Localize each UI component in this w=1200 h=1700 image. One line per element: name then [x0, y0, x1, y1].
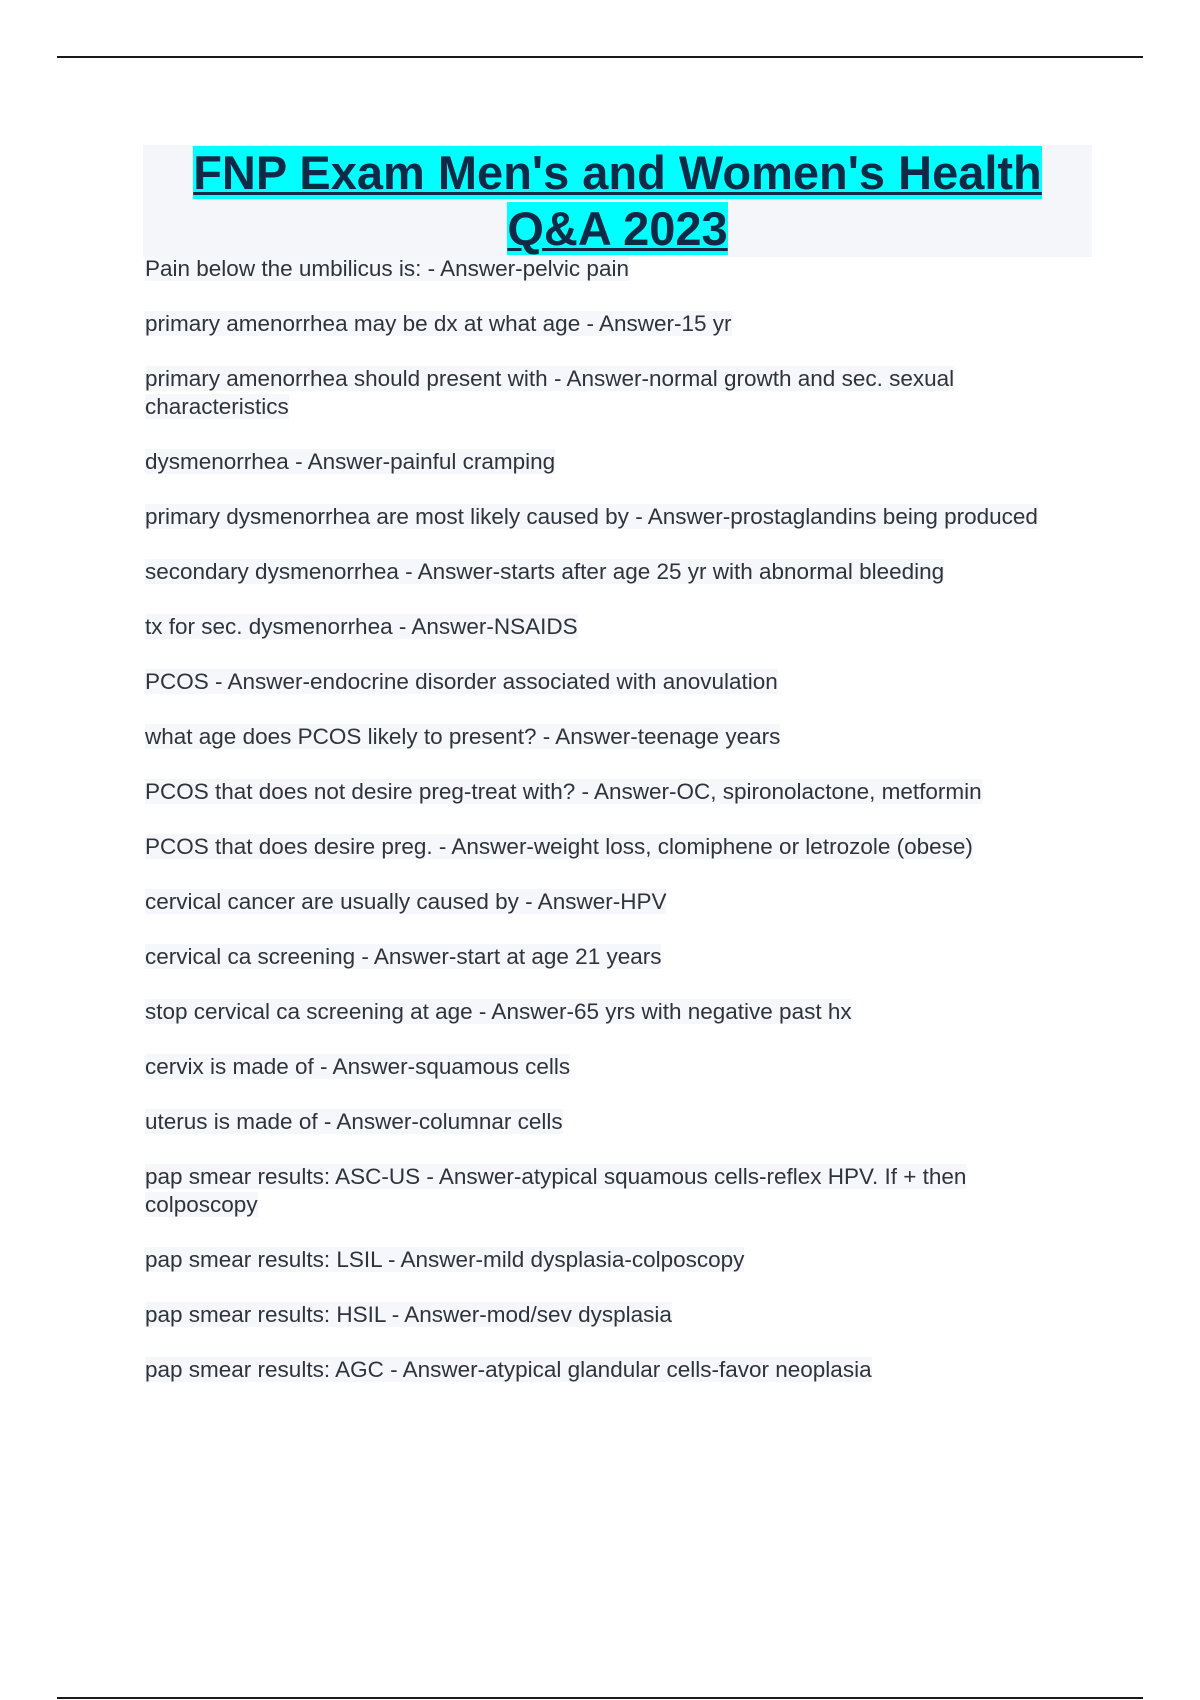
footer-rule — [57, 1697, 1143, 1699]
qa-text: what age does PCOS likely to present? - Answer-teenage years — [145, 724, 781, 749]
qa-text: pap smear results: HSIL - Answer-mod/sev dysplasia — [145, 1302, 672, 1327]
qa-text: pap smear results: ASC-US - Answer-atypical squamous cells-reflex HPV. If + then colposcopy — [145, 1164, 967, 1217]
qa-text: cervical cancer are usually caused by - Answer-HPV — [145, 889, 667, 914]
qa-text: pap smear results: LSIL - Answer-mild dysplasia-colposcopy — [145, 1247, 745, 1272]
qa-text: primary amenorrhea should present with - Answer-normal growth and sec. sexual characteristics — [145, 366, 955, 419]
qa-item — [145, 448, 1080, 476]
qa-item — [145, 558, 1080, 586]
qa-item — [145, 1246, 1080, 1274]
qa-item — [145, 1163, 1080, 1219]
qa-text: dysmenorrhea - Answer-painful cramping — [145, 449, 556, 474]
qa-text: PCOS - Answer-endocrine disorder associated with anovulation — [145, 669, 778, 694]
qa-text: PCOS that does desire preg. - Answer-weight loss, clomiphene or letrozole (obese) — [145, 834, 973, 859]
qa-text: cervix is made of - Answer-squamous cells — [145, 1054, 571, 1079]
qa-item — [145, 833, 1080, 861]
document-title: FNP Exam Men's and Women's Health Q&A 2023 — [193, 146, 1042, 255]
qa-text: Pain below the umbilicus is: - Answer-pelvic pain — [145, 256, 629, 281]
qa-item — [145, 998, 1080, 1026]
qa-item — [145, 1301, 1080, 1329]
qa-item — [145, 888, 1080, 916]
qa-item — [145, 1108, 1080, 1136]
qa-text: stop cervical ca screening at age - Answer-65 yrs with negative past hx — [145, 999, 852, 1024]
qa-item — [145, 365, 1080, 421]
qa-item — [145, 1356, 1080, 1384]
qa-item — [145, 668, 1080, 696]
document-title-block — [143, 145, 1092, 257]
qa-text: uterus is made of - Answer-columnar cells — [145, 1109, 563, 1134]
qa-item — [145, 255, 1080, 283]
qa-text: secondary dysmenorrhea - Answer-starts after age 25 yr with abnormal bleeding — [145, 559, 945, 584]
qa-text: primary dysmenorrhea are most likely caused by - Answer-prostaglandins being produced — [145, 504, 1038, 529]
qa-text: tx for sec. dysmenorrhea - Answer-NSAIDS — [145, 614, 578, 639]
qa-item — [145, 943, 1080, 971]
qa-list — [145, 255, 1080, 1411]
header-rule — [57, 56, 1143, 58]
qa-item — [145, 310, 1080, 338]
qa-item — [145, 503, 1080, 531]
qa-text: primary amenorrhea may be dx at what age - Answer-15 yr — [145, 311, 732, 336]
qa-item — [145, 778, 1080, 806]
qa-text: cervical ca screening - Answer-start at age 21 years — [145, 944, 662, 969]
qa-item — [145, 1053, 1080, 1081]
qa-text: pap smear results: AGC - Answer-atypical glandular cells-favor neoplasia — [145, 1357, 872, 1382]
qa-text: PCOS that does not desire preg-treat with? - Answer-OC, spironolactone, metformin — [145, 779, 982, 804]
qa-item — [145, 723, 1080, 751]
qa-item — [145, 613, 1080, 641]
